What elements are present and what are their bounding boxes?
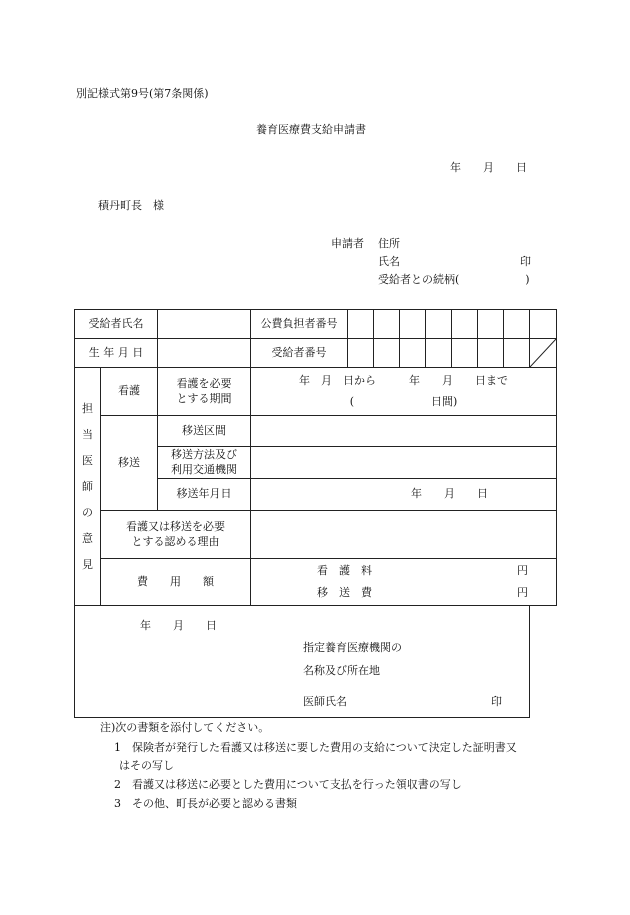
transport-method-label <box>158 447 251 479</box>
note-item-1-line2: はその写し <box>119 759 174 772</box>
birth-date-label: 生 年 月 日 <box>75 339 158 368</box>
transport-section-field[interactable] <box>251 416 557 447</box>
doctor-opinion-char: 医 <box>82 453 93 467</box>
diagonal-cell <box>530 339 557 368</box>
doctor-opinion-vertical-text <box>75 396 100 578</box>
nursing-period-range: 年 月 日から 年 月 日まで <box>299 374 508 387</box>
nursing-period-label-line1: 看護を必要 <box>176 376 232 390</box>
form-number: 別記様式第9号(第7条関係) <box>76 87 209 100</box>
recipient-name-label: 受給者氏名 <box>75 310 158 339</box>
form-title: 養育医療費支給申請書 <box>256 123 366 136</box>
transport-date-label: 移送年月日 <box>158 479 251 511</box>
doctor-opinion-char: 当 <box>82 427 93 441</box>
diagonal-slash <box>530 339 556 367</box>
cost-label: 費 用 額 <box>101 559 251 606</box>
doctor-certification-cell[interactable] <box>75 606 530 718</box>
payer-number-digit[interactable] <box>374 310 400 339</box>
recipient-number-digit[interactable] <box>452 339 478 368</box>
applicant-label: 申請者 <box>331 237 364 250</box>
birth-date-field[interactable] <box>158 339 251 368</box>
recipient-number-digit[interactable] <box>348 339 374 368</box>
note-item-2: 2 看護又は移送に必要とした費用について支払を行った領収書の写し <box>114 778 462 791</box>
transport-method-field[interactable] <box>251 447 557 479</box>
doctor-name-label: 医師氏名 <box>303 695 347 708</box>
nursing-period-days: ( 日間) <box>349 394 458 408</box>
payer-number-digit[interactable] <box>530 310 557 339</box>
name-label: 氏名 <box>378 255 400 268</box>
cost-field[interactable] <box>251 559 557 606</box>
doctor-opinion-char: 見 <box>82 557 93 571</box>
note-item-1-line1: 1 保険者が発行した看護又は移送に要した費用の支給について決定した証明書又 <box>114 741 517 754</box>
payer-number-digit[interactable] <box>348 310 374 339</box>
relation-label: 受給者との続柄( ) <box>378 273 530 286</box>
transport-label: 移送 <box>101 416 158 511</box>
doctor-opinion-label <box>75 368 101 606</box>
nursing-period-label <box>158 368 251 416</box>
payer-number-digit[interactable] <box>478 310 504 339</box>
payer-number-digit[interactable] <box>426 310 452 339</box>
nursing-label: 看護 <box>101 368 158 416</box>
payer-number-digit[interactable] <box>400 310 426 339</box>
transport-fee-label: 移 送 費 <box>317 586 372 599</box>
reason-label-line2: とする認める理由 <box>131 534 220 548</box>
doctor-opinion-char: の <box>82 505 93 519</box>
reason-label <box>101 511 251 559</box>
transport-date-value: 年 月 日 <box>411 487 488 501</box>
transport-fee-row <box>251 582 556 604</box>
nursing-fee-row <box>251 560 556 582</box>
reason-field[interactable] <box>251 511 557 559</box>
payer-number-digit[interactable] <box>504 310 530 339</box>
transport-date-field[interactable] <box>251 479 557 511</box>
recipient-number-digit[interactable] <box>478 339 504 368</box>
application-form-table <box>74 309 557 718</box>
nursing-period-field[interactable] <box>251 368 557 416</box>
doctor-seal: 印 <box>491 695 502 708</box>
reason-label-line1: 看護又は移送を必要 <box>126 519 225 533</box>
payer-number-digit[interactable] <box>452 310 478 339</box>
nursing-fee-yen: 円 <box>517 564 528 577</box>
transport-section-label: 移送区間 <box>158 416 251 447</box>
recipient-number-digit[interactable] <box>400 339 426 368</box>
recipient-number-digit[interactable] <box>374 339 400 368</box>
institution-label-line1: 指定養育医療機関の <box>303 641 402 654</box>
recipient-number-digit[interactable] <box>504 339 530 368</box>
doctor-opinion-char: 師 <box>82 479 93 493</box>
nursing-fee-label: 看 護 料 <box>317 564 372 577</box>
certification-date: 年 月 日 <box>140 619 217 632</box>
institution-label-line2: 名称及び所在地 <box>303 664 380 677</box>
transport-fee-yen: 円 <box>517 586 528 599</box>
payer-number-label: 公費負担者番号 <box>251 310 348 339</box>
address-label: 住所 <box>378 237 400 250</box>
addressee: 積丹町長 様 <box>98 199 164 212</box>
notes-intro: 注)次の書類を添付してください。 <box>100 721 270 734</box>
transport-method-label-line2: 利用交通機関 <box>171 462 237 476</box>
transport-method-label-line1: 移送方法及び <box>171 447 237 461</box>
recipient-number-label: 受給者番号 <box>251 339 348 368</box>
doctor-opinion-char: 担 <box>82 401 93 415</box>
applicant-seal: 印 <box>520 255 531 268</box>
nursing-period-label-line2: とする期間 <box>176 391 232 405</box>
doctor-opinion-char: 意 <box>82 531 93 545</box>
date-line: 年 月 日 <box>450 161 527 174</box>
recipient-number-digit[interactable] <box>426 339 452 368</box>
recipient-name-field[interactable] <box>158 310 251 339</box>
note-item-3: 3 その他、町長が必要と認める書類 <box>114 797 297 810</box>
